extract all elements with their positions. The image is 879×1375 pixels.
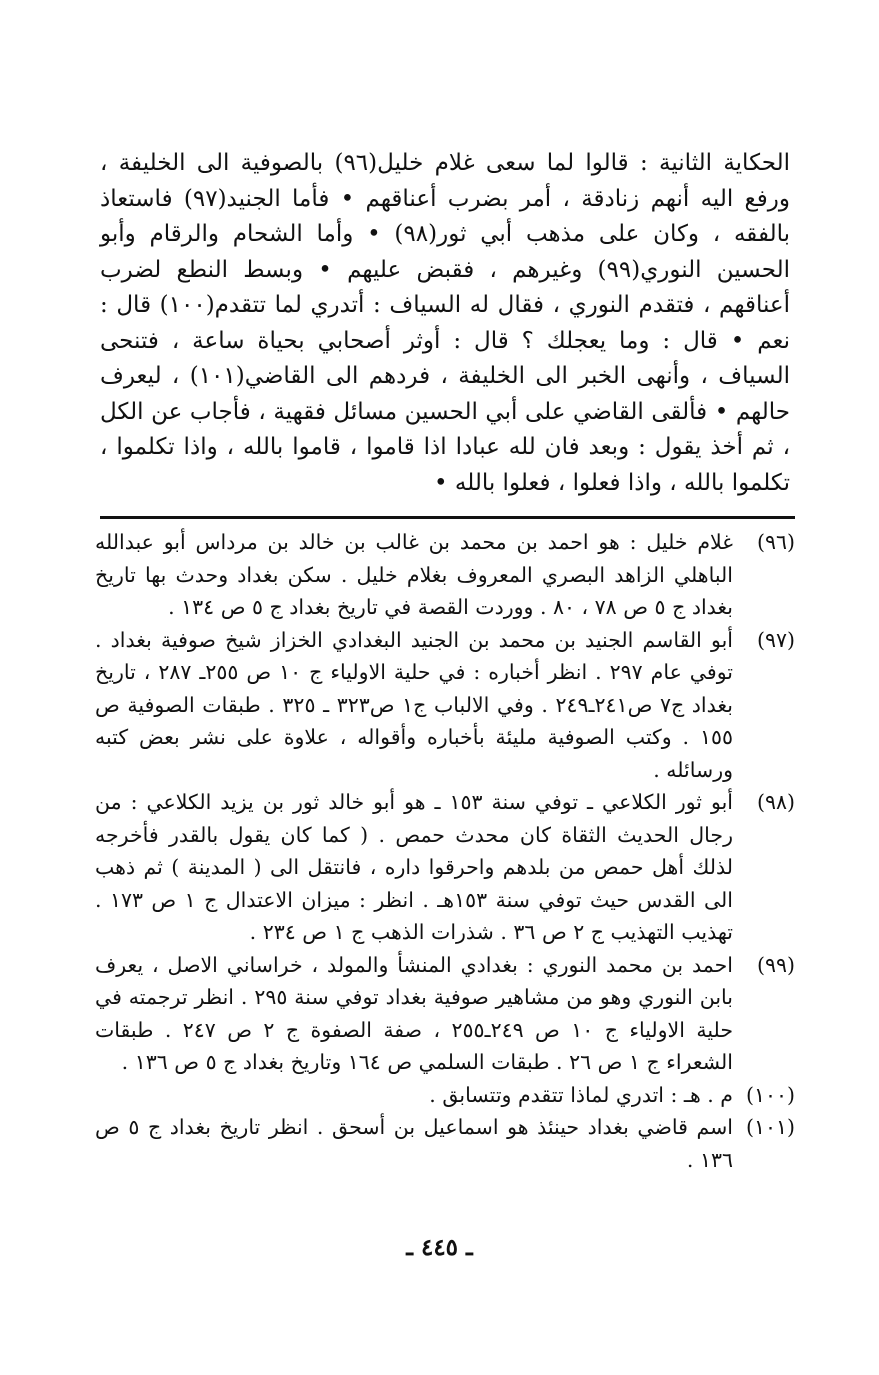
footnotes-section [95,526,795,1176]
footnote-number: (٩٩) [756,952,795,977]
footnote-text: أبو القاسم الجنيد بن محمد بن الجنيد البغدادي الخزاز شيخ صوفية بغداد . توفي عام ٢٩٧ . انظر أخباره : في حلية الاولياء ج ١٠ ص ٢٥٥ـ ٢٨٧ ، تاريخ بغداد ج٧ ص٢٤١ـ٢٤٩ . وفي الالباب ج١ ص٣٢٣ ـ ٣٢٥ . طبقات الصوفية ص ١٥٥ . وكتب الصوفية مليئة بأخباره وأقواله ، علاوة على نشر بعض كتبه ورسائله . [95,627,733,782]
main-paragraph: الحكاية الثانية : قالوا لما سعى غلام خليل(٩٦) بالصوفية الى الخليفة ، ورفع اليه أنهم زنادقة ، أمر بضرب أعناقهم • فأما الجنيد(٩٧) فاستعاذ بالفقه ، وكان على مذهب أبي ثور(٩٨) • وأما الشحام والرقام وأبو الحسين النوري(٩٩) وغيرهم ، فقبض عليهم • وبسط النطع لضرب أعناقهم ، فتقدم النوري ، فقال له السياف : أتدري لما تتقدم(١٠٠) قال : نعم • قال : وما يعجلك ؟ قال : أوثر أصحابي بحياة ساعة ، فتنحى السياف ، وأنهى الخبر الى الخليفة ، فردهم الى القاضي(١٠١) ، ليعرف حالهم • فألقى القاضي على أبي الحسين مسائل فقهية ، فأجاب عن الكل ، ثم أخذ يقول : وبعد فان لله عبادا اذا قاموا ، قاموا بالله ، واذا تكلموا ، تكلموا بالله ، واذا فعلوا ، فعلوا بالله • [100,150,791,496]
footnote-number: (٩٦) [756,530,795,554]
footnote-text: م . هـ : اتدري لماذا تتقدم وتتسابق . [429,1082,733,1107]
footnote-divider [100,516,795,519]
footnote-99 [95,949,795,1079]
main-text-block [100,146,790,501]
footnote-97 [95,624,795,787]
footnote-number: (٩٨) [756,790,795,814]
footnote-number: (١٠٠) [745,1082,795,1107]
footnote-100 [95,1079,795,1112]
footnote-number: (١٠١) [745,1115,795,1139]
footnote-101 [95,1111,795,1176]
footnote-text: احمد بن محمد النوري : بغدادي المنشأ والمولد ، خراساني الاصل ، يعرف بابن النوري وهو من مشاهير صوفية بغداد توفي سنة ٢٩٥ . انظر ترجمته في حلية الاولياء ج ١٠ ص ٢٤٩ـ٢٥٥ ، صفة الصفوة ج ٢ ص ٢٤٧ . طبقات الشعراء ج ١ ص ٢٦ . طبقات السلمي ص ١٦٤ وتاريخ بغداد ج ٥ ص ١٣٦ . [95,952,733,1074]
page-number: ـ ٤٤٥ ـ [406,1234,473,1261]
footnote-96 [95,526,795,624]
footnote-text: اسم قاضي بغداد حينئذ هو اسماعيل بن أسحق . انظر تاريخ بغداد ج ٥ ص ١٣٦ . [95,1115,733,1172]
footnote-98 [95,786,795,949]
footnote-number: (٩٧) [756,627,795,652]
footnote-text: غلام خليل : هو احمد بن محمد بن غالب بن خالد بن مرداس أبو عبدالله الباهلي الزاهد البصري المعروف بغلام خليل . سكن بغداد وحدث بها تاريخ بغداد ج ٥ ص ٧٨ ، ٨٠ . ووردت القصة في تاريخ بغداد ج ٥ ص ١٣٤ . [95,530,733,619]
footnote-text: أبو ثور الكلاعي ـ توفي سنة ١٥٣ ـ هو أبو خالد ثور بن يزيد الكلاعي : من رجال الحديث الثقاة كان محدث حمص . ( كما كان يقول بالقدر فأخرجه لذلك أهل حمص من بلدهم واحرقوا داره ، فانتقل الى ( المدينة ) ثم ذهب الى القدس حيث توفي سنة ١٥٣هـ . انظر : ميزان الاعتدال ج ١ ص ١٧٣ . تهذيب التهذيب ج ٢ ص ٣٦ . شذرات الذهب ج ١ ص ٢٣٤ . [95,790,733,944]
